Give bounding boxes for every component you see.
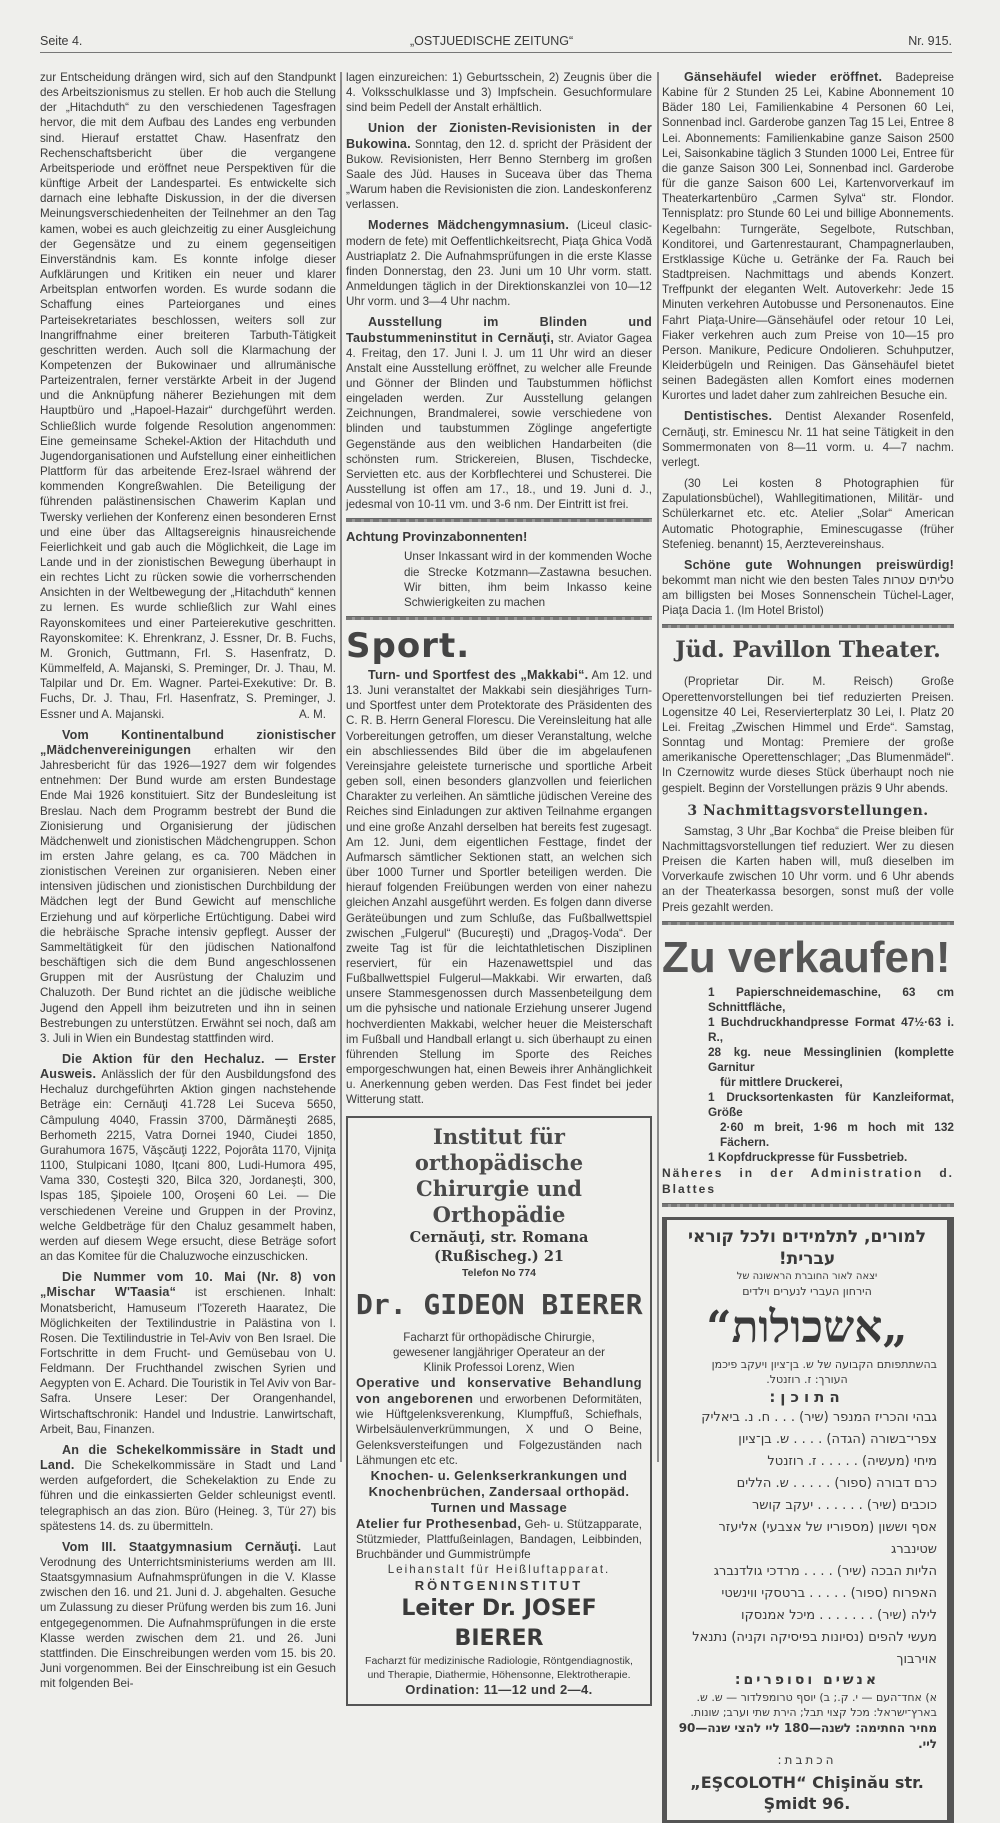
article-text: str. Aviator Gagea 4. Freitag, den 17. Juni l. J. um 11 Uhr wird an dieser Anstalt eine Ausstellung eröffnet, zu welcher alle Freunde und Gönner der Blinden und Taubstummen höflichst eingeladen werden. Zur Ausstellung gelangen Zeichnungen, Brandmalerei, sowie verschiedene von blinden und taubstummen Zöglinge angefertigte Gegenstände aus den weiblichen Handarbeiten (die schönsten rum. Strickereien, Blusen, Tischdecke, Servietten etc. aus der Korbflechterei und Schusterei. Die Ausstellung ist offen am 17., 18., und 19. Juni d. J., jedesmal von 10-11 vm. und 3-6 nm. Der Eintritt ist frei. bbox=[346, 331, 652, 512]
toc-entry: מעשי להפים (נסיונות בפיסיקה וקניה) נתנאל אוירבוך bbox=[692, 1629, 937, 1667]
article bbox=[662, 476, 954, 552]
toc-entry: כוכבים (שיר) . . . . . . יעקב קושר bbox=[751, 1497, 937, 1513]
toc-entry: גבהי והכריז המנפר (שיר) . . . ח. נ. ביאליק bbox=[701, 1409, 937, 1425]
column-divider bbox=[340, 72, 342, 1462]
theater-text-2: Samstag, 3 Uhr „Bar Kochba“ die Preise bleiben für Nachmittagsvorstellungen tief reduziert. Wer zu diesen Preisen die Karten haben will, muß dieselben im Vorverkaufe zwischen 10 Uhr vorm. und 6 Uhr abends an der Theaterkassa besorgen, sonst muß der volle Preis gezahlt werden. bbox=[662, 824, 954, 914]
article-heading: Vom Kontinentalbund zionistischer „Mädchenvereinigungen bbox=[40, 727, 336, 757]
toc-entry: האפרוח (ספור) . . . . . ברטסקי ווינשטי bbox=[721, 1585, 937, 1601]
divider bbox=[662, 624, 954, 628]
magazine-title: „אשכולות“ bbox=[706, 1301, 908, 1353]
article bbox=[40, 1443, 336, 1534]
article bbox=[40, 1052, 336, 1264]
toc-entry: אסף וששון (מספוריו של אצבעי) אליעזר שטינברג bbox=[718, 1519, 937, 1557]
article bbox=[662, 70, 954, 403]
notice-text: Unser Inkassant wird in der kommenden Woche die Strecke Kotzmann—Zastawna besuchen. Wir bitten, ihm beim Inkasso keine Schwierigkeiten zu machen bbox=[404, 550, 652, 609]
column-right bbox=[662, 70, 954, 1823]
sale-footer: Näheres in der Administration d. Blattes bbox=[662, 1165, 954, 1196]
article-continuation: lagen einzureichen: 1) Geburtsschein, 2) Zeugnis über die 4. Volksschulklasse und 3) Impfschein. Gesuchformulare sind beim Pedell der Anstalt erhältlich. bbox=[346, 71, 652, 115]
article bbox=[40, 1270, 336, 1437]
article-heading: Ausstellung im Blinden und Taubstummeninstitut in Cernăuţi, bbox=[346, 315, 652, 345]
sale-item: 1 Drucksortenkasten für Kanzleiformat, Größe bbox=[708, 1089, 954, 1119]
article-text: bekommt man nicht wie den besten Tales טליתים עטרות am billigsten bei Moses Sonnenschein Tüchel-Lager, Piaţa Dacia 1. (Im Hotel Bristol) bbox=[662, 574, 954, 618]
sale-item: 1 Papierschneidemaschine, 63 cm Schnittfläche, bbox=[708, 984, 954, 1014]
article bbox=[662, 409, 954, 470]
signature: A. M. bbox=[298, 707, 326, 721]
article-text: Laut Verodnung des Unterrichtsministeriums werden am III. Staatsgymnasium Aufnahmsprüfungen in die V. Klasse zwischen den 16. und 21. Juni d. J. abgehalten. Gesuche um Zulassung zu dieser Prüfung werden bis zum 16. Juni entgegegenommen. Die Aufnahmsprüfungen in die erste Klasse werden zwischen dem 21. und 26. Juni stattfinden. Die Einschreibungen werden vom 15. bis 20. Juni vorgenommen. Bei der Einschreibung ist ein Gesuch mit folgenden Bei- bbox=[40, 1540, 336, 1691]
article-text: erhalten wir den Jahresbericht für das 1926—1927 dem wir folgendes entnehmen: Der Bund wurde am ersten Bundestage Ende Mai 1926 konstituiert. Sitz der Bundesleitung ist Breslau. Nach dem Programm bestrebt der Bund die Zionisierung und Organisierung der jüdischen Mädchenwelt und zionistischen Mädchengruppen. Schon im ersten Jahre gelang, es ca. 700 Mädchen in zionistischen Vereinen zur organisieren. Neben einer intensiven jüdischen und zionistischen Durchbildung der Mädchen legt der Bund Gewicht auf menschliche Erziehung und auf körperliche Ertüchtigung. Dabei wird die hebräische Sprache intensiv gepflegt. Ausser der Sammeltätigkeit für den jüdischen Nationalfond beschäftigen sich die dem Bund angeschlossenen Gruppen mit der Ausrüstung der Chaluzim und Chaluzoth. Der Bund richtet an die jüdische weibliche Jugend den Appell ihm beizutreten und ihn in seinen Bestrebungen zu unterstützen. Erwähnt sei noch, daß am 3. Juli in Wien ein Bundestag stattfinden wird. bbox=[40, 743, 336, 1045]
divider bbox=[346, 616, 652, 620]
article-heading: Modernes Mädchengymnasium. bbox=[368, 218, 570, 233]
issue-number: Nr. 915. bbox=[908, 34, 952, 48]
toc-entry: הליות הבכה (שיר) . . . . מרדכי גולדנברג bbox=[713, 1563, 937, 1579]
magazine-address: „EŞCOLOTH“ Chişinău str. Şmidt 96. bbox=[690, 1772, 924, 1813]
sale-title: Zu verkaufen! bbox=[662, 932, 951, 982]
article: Turn- und Sportfest des „Makkabi“. Am 12. und 13. Juni veranstaltet der Makkabi sein diesjähriges Turn- und Sportfest unter dem Protektorate des Präsidenten des C. R. B. Herrn General Florescu. Die Vereinsleitung hat alle Vorbereitungen getroffen, um dieser Veranstaltung, welche ein abschliessendes Bild über die im abgelaufenen Vereinsjahre geleistete turnerische und sportliche Arbeit geben soll, einen besonders glanzvollen und feierlichen Charakter zu verleihen. An sämtliche jüdischen Vereine des Reiches sind Einladungen zur aktiven Teilnahme ergangen und eine große Anzahl derselben hat bereits fest zugesagt. Am 12. Juni, dem eigentlichen Festtage, findet der Aufmarsch sämtlicher Sektionen statt, an welchen sich über 1000 Turner und Sportler beteiligen werden. Die hierauf folgenden Freiübungen werden von einer nahezu gleichen Anzahl ausgeführt werden. Es folgen dann diverse Geräteübungen und zum Schluße, das Fußballwettspiel zwischen „Fulgerul“ (Bucureşti) und „Dragoş-Voda“. Der zweite Tag ist für die leichtathletischen Disziplinen reserviert, für ein Hazenawettspiel und das Fußballwettspiel Fulgerul—Makkabi. Wir erwarten, daß unsere Stammesgenossen durch Massenbeteilgung dem um die pyhsische und nationale Erziehung unserer Jugend hochverdienten Makkabi, welcher heuer die Meisterschaft im Fußball und Handball erlangt u. sich überhaupt zu einen führenden Stellung im Sporte des Reiches emporgeschwungen hat, einen Beweis ihrer Anhänglichkeit u. Anerkennung geben werden. Das Fest findet bei jeder Witterung statt. bbox=[346, 668, 653, 1107]
sale-item: für mittlere Druckerei, bbox=[720, 1074, 843, 1089]
article-text: ist erschienen. Inhalt: Monatsbericht, Hamuseum l'Tozereth Haaratez, Die Möglichkeiten der Textilindustrie in Palästina von I. Rosen. Die Textilindustrie in Tel-Aviv von Ben Israel. Die Fortschritte in dem Frucht- und Gemüsebau von U. Feldmann. Der Fruchthandel zwischen Syrien und Aegypten von E. Achard. Die Touristik in Tel Aviv von Bar-Safra. Unsere Leser: Der Orangenhandel, Wirtschaftschronik: Handel und Industrie. Lanwirtschaft, Arbeit, Bau, Finanzen. bbox=[40, 1286, 336, 1436]
sale-item: 1 Buchdruckhandpresse Format 47½·63 i. R., bbox=[708, 1014, 954, 1044]
column-divider bbox=[657, 72, 659, 1462]
toc-entry: צפרי־בשורה (הגדה) . . . . ש. בן־ציון bbox=[738, 1431, 937, 1447]
article bbox=[40, 728, 336, 1046]
advertisement-eshkoloth: למורים, לתלמידים ולכל קוראי עברית! יצאה לאור החוברת הראשונה של הירחון העברי לנערים וילדים „אשכולות“ בהשתתפותם הקבועה של ש. בן־ציון ויעקב פיכמן העורך: ז. רוזנטל. התוכן: גבהי והכריז המנפר (שיר) . . . ח. נ. ביאליק צפרי־בשורה (הגדה) . . . . ש. בן־ציון מיחי (מעשיה) . . . . . ז. רוזנטל כרם דבורה (ספור) . . . . . ש. הללים כוכבים (שיר) . . . . . . יעקב קושר אסף וששון (מספוריו של אצבעי) אליעזר שטינברג הליות הבכה (שיר) . . . . מרדכי גולדנברג האפרוח (ספור) . . . . . ברטסקי ווינשטי לילה (שיר) . . . . . . . מיכל אמנסקו מעשי להפים (נסיונות בפיסיקה וקניה) נתנאל אוירבוך אנשים וסופרים: א) אחד־העם — י. ק.; ב) יוסף טרומפלדור — ש. ש. בארץ־ישראל: מכל קצוי תבל; הירת שתי וערב; שונות. מחיר החתימה: לשנה—180 ליי להצי שנה—90 ליי. הכתבת: „EŞCOLOTH“ Chişinău str. Şmidt 96. bbox=[662, 1217, 954, 1823]
article bbox=[346, 121, 652, 212]
advertisement-for-sale bbox=[662, 931, 954, 1197]
page-header bbox=[40, 30, 952, 53]
article bbox=[346, 218, 652, 309]
section-title-sport: Sport. bbox=[346, 626, 471, 666]
sale-item: 28 kg. neue Messinglinien (komplette Garnitur bbox=[708, 1044, 954, 1074]
column-left bbox=[40, 70, 336, 1697]
column-middle bbox=[346, 70, 652, 1706]
toc-entry: מיחי (מעשיה) . . . . . ז. רוזנטל bbox=[767, 1453, 937, 1469]
divider bbox=[662, 1203, 954, 1207]
article-text: Dentist Alexander Rosenfeld, Cernăuţi, str. Eminescu Nr. 11 hat seine Tätigkeit in den Sommermonaten von 8—11 vorm. u. 4—7 nachm. verlegt. bbox=[662, 410, 954, 469]
theater-title: Jüd. Pavillon Theater. bbox=[675, 637, 941, 664]
article-text: (30 Lei kosten 8 Photographien für Zapulationsbüchel), Wahllegitimationen, Militär- und Schülerkarnet etc. etc. Atelier „Solar“ American Automatic Photographie, Eminescugasse (früher Stefenieg. benannt) 15, Aerztevereinshaus. bbox=[662, 477, 954, 551]
theater-text: (Proprietar Dir. M. Reisch) Große Operettenvorstellungen bei tief reduzierten Preisen. Logensitze 40 Lei, Reservierterplatz 30 Lei, I. Platz 20 Lei. Freitag „Zwischen Himmel und Erde“. Samstag, Sonntag und Montag: Premiere der große amerikanische Operettenschlager; „Das Blumenmädel“. In Czernowitz wurde dieses Stück überhaupt noch nie gespielt. Beginn der Vorstellungen präzis 9 Uhr abends. bbox=[662, 675, 954, 795]
article-continuation: zur Entscheidung drängen wird, sich auf den Standpunkt des Arbeitszionismus zu stellen. Er hob auch die Stellung der „Hitachduth“ zu den verschiedenen Tagesfragen hervor, die mit dem Aufbau des Landes eng verbunden sind. Hierauf erstattet Chaw. Hasenfratz den Rechenschaftsbericht über die vergangene Arbeitsperiode und eröffnet neue Perspektiven für die künftige Arbeit der Landespartei. Es entwickelte sich darnach eine lebhafte Diskussion, in der die diversen Meinungsverschiedenheiten der Teilnehmer an den Tag kamen, wobei es auch gleichzeitig zu einer Ausgleichung der Gegensätze und zu einem gegenseitigen Einverständnis kam. Es konnte infolge dieser Aufklärungen und Kritiken ein neuer und klarer Arbeitsplan entworfen worden. Es wurde sodann die Schaffung eines Parteiorganes und eines Parteisekretariates beschlossen, weiters soll zur Inangriffnahme einer breiteren Tarbuth-Tätigkeit geschritten werden. Auch soll die Klarmachung der Kompetenzen der Bukowinaer und allrumänische Parteizentralen, ferner verstärkte Arbeit in der Jugend und die Anknüpfung näherer Beziehungen mit dem Hauptbüro und „Hapoel-Hazair“ durchgeführt werden. Schließlich wurde folgende Resolution angenommen: Eine gemeinsame Schekel-Aktion der Hitachduth und Jugendorganisationen und Aufstellung einer einheitlichen Plattform für das arbeitende Erez-Israel während der kommenden Kongreßwahlen. Die Beteiligung der führenden palästinensischen Chawerim Kaplan und Twersky verliehen der Konferenz einen besonderen Ernst und eine über das Alltagsereignis hinausreichende Feierlichkeit und gab auch die Möglichkeit, die Lage im Lande und in der zionistischen Bewegung überhaupt in ein rechtes Licht zu rücken sowie die vorherrschenden Ansichten in der Weltbewegung der „Hitachduth“ kennen zu lernen. Es wurde schließlich zur Wahl eines Rayonskomitees und einer Parteierekutive geschritten. Rayonskomitee: K. Ehrenkranz, J. Essner, Dr. B. Fuchs, M. Gronich, Guttmann, Frl. S. Hasenfratz, D. Kümmelfeld, A. Majanski, S. Preminger, Dr. J. Thau, M. Talpilar und Dr. Em. Wagner. Partei-Exekutive: Dr. B. Fuchs, Dr. J. Thau, Frl. Hasenfratz, S. Preminger, J. Essner und A. Majanski. A. M. bbox=[40, 71, 336, 721]
article-text: (Liceul clasic-modern de fete) mit Oeffentlichkeitsrecht, Piaţa Ghica Vodă Austriaplatz 2. Die Aufnahmsprüfungen in die erste Klasse finden Donnerstag, den 23. Juni um 10 Uhr vorm. statt. Anmeldungen täglich in der Direktionskanzlei von 10—12 Uhr vorm. und 3—4 Uhr nachm. bbox=[346, 219, 652, 309]
newspaper-title: „OSTJUEDISCHE ZEITUNG“ bbox=[410, 34, 574, 48]
article-heading: Gänsehäufel wieder eröffnet. bbox=[684, 70, 883, 84]
article-heading: Die Aktion für den Hechaluz. — Erster Ausweis. bbox=[40, 1052, 336, 1082]
notice-title: Achtung Provinzabonnenten! bbox=[346, 529, 528, 545]
article bbox=[662, 558, 954, 619]
article-heading: Die Nummer vom 10. Mai (Nr. 8) von „Mischar W'Taasia“ bbox=[40, 1270, 336, 1300]
divider bbox=[346, 518, 652, 522]
toc-entry: לילה (שיר) . . . . . . . מיכל אמנסקו bbox=[741, 1607, 937, 1623]
article-heading: Union der Zionisten-Revisionisten in der Bukowina. bbox=[346, 121, 652, 151]
doctor-name: Dr. GIDEON BIERER bbox=[356, 1287, 643, 1321]
page-number: Seite 4. bbox=[40, 34, 83, 48]
divider bbox=[662, 921, 954, 925]
notice bbox=[346, 528, 652, 610]
article bbox=[40, 1540, 336, 1692]
article-heading: Vom III. Staatgymnasium Cernăuţi. bbox=[62, 1539, 302, 1554]
sale-item: 2·60 m breit, 1·96 m hoch mit 132 Fächern. bbox=[720, 1119, 954, 1149]
toc-entry: כרם דבורה (ספור) . . . . . ש. הללים bbox=[736, 1475, 937, 1491]
article bbox=[346, 315, 652, 512]
article-text: Sonntag, den 12. d. spricht der Präsident der Bukow. Revisionisten, Herr Benno Sternberg im großen Saale des Jüd. Hauses in Suceava über das Thema „Warum haben die Revisionisten die zion. Landeskonferenz verlassen. bbox=[346, 137, 652, 212]
article-text: Anlässlich der für den Ausbildungsfond des Hechaluz durchgeführten Aktion gingen nachstehende Beträge ein: Cernăuţi 41.728 Lei Suceva 5650, Câmpulung 4040, Frassin 3700, Dărmăneşti 2685, Berhometh 2215, Vatra Dornei 1940, Ciudei 1850, Gurahumora 1675, Văşcăuţi 1222, Pojorâta 1170, Vijniţa 1100, Stulpicani 1080, Iţcani 800, Ludi-Humora 495, Vama 330, Costeşti 320, Bilca 320, Jordaneşti, 300, Ispas 185, Şipoiele 100, Oroşeni 60 Lei. — Die verschiedenen Vereine und Gruppen in der Provinz, welche Geldbeträge für den Chaluz gesammelt haben, werden auf diesem Wege ersucht, diese Beträge sofort an das Komitee für die Chaluzwoche einzuschicken. bbox=[40, 1068, 336, 1264]
article-text: Badepreise Kabine für 2 Stunden 25 Lei, Kabine Abonnement 10 Bäder 180 Lei, Familienkabine 4 Personen 60 Lei, Sonnenbad incl. Garderobe ganzen Tag 15 Lei, Entree 8 Lei. Abonnements: Familienkabine ganze Saison 2500 Lei, Saisonkabine täglich 3 Stunden 1000 Lei, Entree für die ganze Saison 300 Lei, Sonnenbad incl. Garderobe für die ganze Saison 600 Lei, Kartenvorverkauf im Theaterkartenbüro „Carmen Sylva“ str. Flondor. Tennisplatz: pro Stunde 60 Lei und billige Abonnements. Kegelbahn: Turngeräte, Segelbote, Rutschban, Konditorei, und Gartenrestaurant, Champagnerlauben, Erstklassige Küche u. Getränke der Fa. Rauch bei Stadtpreisen. Nachmittags und abends Konzert. Treffpunkt der eleganten Welt. Autoverkehr: Jede 15 Minuten verkehren Autobusse und Personenautos. Eine Fahrt Piaţa-Unire—Gänsehäufel oder retour 10 Lei, Fiaker verkehren auch zum Preise von 10—15 pro Person. Manikure, Pedicure Ondolieren. Schuhputzer, Kleiderbügeln und Reinigen. Das Gänsehäufel bietet seinen Badegästen allen Komfort eines modernen Kurortes und ladet daher zum zahlreichen Besuche ein. bbox=[662, 71, 954, 403]
theater-subtitle: 3 Nachmittagsvorstellungen. bbox=[687, 802, 929, 819]
article-text: Die Schekelkommissäre in Stadt und Land werden aufgefordert, die Schekelaktion zu Ende zu führen und die einkassierten Gelder schleunigst eventl. telegraphisch an das zion. Büro (Heineg. 3, Tür 27) bis spätestens 14. ds. zu übermitteln. bbox=[40, 1459, 336, 1533]
advertisement-orthopedic-institute: Institut für orthopädische Chirurgie und Orthopädie Cernăuţi, str. Romana (Rußischeg.) 21 Telefon No 774 Dr. GIDEON BIERER Facharzt für orthopädische Chirurgie, gewesener langjähriger Operateur an der Klinik Professoi Lorenz, Wien Operative und konservative Behandlung von angeborenen und erworbenen Deformitäten, wie Hüftgelenksverenkung, Klumpffuß, Schiefhals, Wirbelsäulenverkrümmungen, X und O Beine, Gelenksversteifungen und Folgezuständen nach Lähmungen etc etc. Knochen- u. Gelenkserkrankungen und Knochenbrüchen, Zandersaal orthopäd. Turnen und Massage Atelier fur Prothesenbad, Geh- u. Stützapparate, Stützmieder, Plattfußeinlagen, Bandagen, Leibbinden, Bruchbänder und Gummistrümpfe Leihanstalt für Heißluftapparat. RÖNTGENINSTITUT Leiter Dr. JOSEF BIERER Facharzt für medizinische Radiologie, Röntgendiagnostik, und Therapie, Diathermie, Höhensonne, Elektrotherapie. Ordination: 11—12 und 2—4. bbox=[346, 1116, 652, 1706]
article-heading: Schöne gute Wohnungen preiswürdig! bbox=[684, 557, 954, 572]
article-heading: Dentistisches. bbox=[684, 409, 773, 424]
article-heading: An die Schekelkommissäre in Stadt und Land. bbox=[40, 1442, 336, 1473]
sale-item: 1 Kopfdruckpresse für Fussbetrieb. bbox=[708, 1149, 908, 1164]
